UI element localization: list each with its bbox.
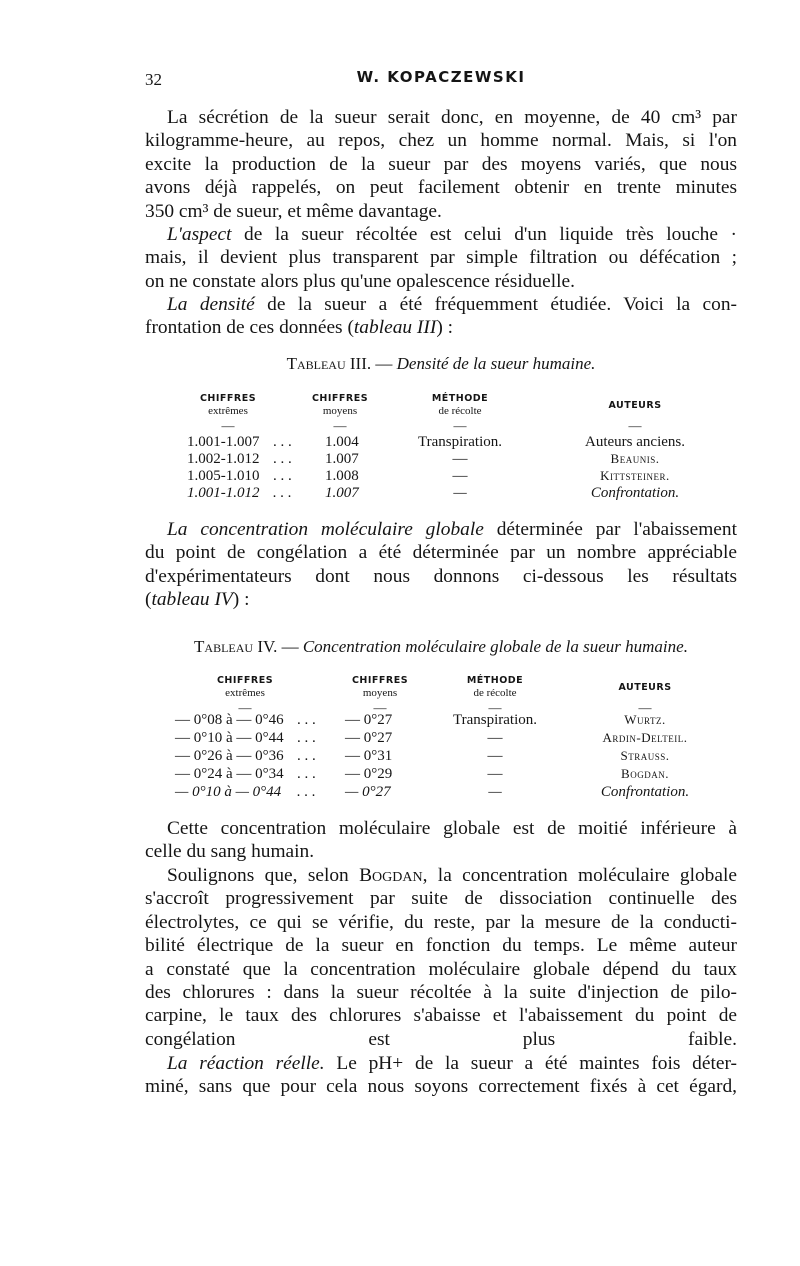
text-line: mais, il devient plus transparent par simple filtration ou défécation ;: [145, 247, 737, 269]
table-row: [145, 485, 737, 502]
text-line: carpine, le taux des chlorures s'abaisse et l'abaissement du point de: [145, 1005, 737, 1027]
header-rule: —: [333, 418, 347, 433]
cell-methode: Transpiration.: [417, 434, 503, 450]
cell-extremes: — 0°10 à — 0°44: [175, 784, 282, 800]
cell-moyens: — 0°27: [345, 712, 393, 728]
cell-methode: —: [487, 766, 503, 782]
table-4-label: Tableau IV.: [194, 637, 278, 656]
text-line: La réaction réelle. Le pH+ de la sueur a été maintes fois déter-: [167, 1053, 737, 1074]
header-rule: —: [238, 700, 252, 715]
emphasis: La réaction réelle.: [167, 1053, 325, 1074]
cell-dots: . . .: [273, 485, 292, 501]
cell-extremes: — 0°26 à — 0°36: [175, 748, 284, 764]
text-line: La sécrétion de la sueur serait donc, en moyenne, de 40 cm³ par: [167, 107, 737, 128]
cell-extremes: 1.001-1.012: [187, 485, 260, 501]
cell-extremes: 1.005-1.010: [187, 468, 260, 484]
header-rule: —: [488, 700, 502, 715]
paragraph-6: [145, 864, 737, 1051]
table-4-title: Concentration moléculaire globale de la sueur humaine.: [302, 637, 688, 656]
cell-auteurs: Wurtz.: [624, 712, 666, 727]
cell-dots: . . .: [273, 468, 292, 484]
header-rule: —: [638, 700, 652, 715]
header-rule: —: [373, 700, 387, 715]
cell-auteurs: Confrontation.: [590, 485, 680, 501]
header-rule: —: [221, 418, 235, 433]
cell-methode: —: [453, 485, 467, 501]
text-line: avons déjà rappelés, on peut facilement obtenir en trente minutes: [145, 177, 737, 199]
cell-dots: . . .: [297, 712, 316, 728]
cell-auteurs: Confrontation.: [600, 784, 690, 800]
cell-dots: . . .: [297, 766, 316, 782]
paragraph-5: [145, 817, 737, 864]
table-3-header-methode: MÉTHODE de récolte: [431, 393, 489, 417]
cell-auteurs: Bogdan.: [621, 766, 669, 781]
text-line: on ne constate alors plus qu'une opalescence résiduelle.: [145, 270, 575, 292]
cell-dots: . . .: [273, 434, 292, 450]
author-name: Bogdan: [359, 865, 423, 886]
table-3-header-moyens: CHIFFRES moyens: [311, 393, 369, 417]
emphasis: La concentration moléculaire globale: [167, 519, 484, 540]
cell-auteurs: Kittsteiner.: [600, 468, 670, 483]
emphasis: tableau III: [353, 317, 437, 339]
cell-methode: —: [452, 468, 468, 484]
paragraph-1: [145, 106, 737, 223]
text-line: du point de congélation a été déterminée par un nombre appréciable: [145, 542, 737, 564]
text-line: Soulignons que, selon Bogdan, la concentration moléculaire globale: [167, 865, 737, 886]
table-4-header-extremes: CHIFFRES extrêmes: [216, 675, 274, 699]
text-line: 350 cm³ de sueur, et même davantage.: [145, 200, 442, 222]
table-row: [145, 434, 737, 451]
cell-dots: . . .: [297, 784, 316, 800]
table-4: [145, 674, 737, 799]
text-line: Cette concentration moléculaire globale est de moitié inférieure à: [167, 818, 737, 839]
cell-methode: —: [487, 748, 503, 764]
cell-extremes: — 0°10 à — 0°44: [175, 730, 284, 746]
table-row: [145, 451, 737, 468]
emphasis: tableau IV: [151, 589, 233, 611]
table-row: [145, 730, 737, 747]
emphasis: La densité: [167, 294, 255, 315]
cell-methode: —: [488, 784, 502, 800]
cell-auteurs: Strauss.: [620, 748, 670, 763]
cell-moyens: 1.008: [325, 468, 359, 484]
text-line: des chlorures : dans la sueur récoltée à la suite d'injection de pilo-: [145, 982, 737, 1004]
text-line: d'expérimentateurs dont nous donnons ci-dessous les résultats: [145, 565, 737, 587]
header-rule: —: [628, 418, 642, 433]
paragraph-7: [145, 1052, 737, 1099]
text-line: électrolytes, ce qui se vérifie, du reste, par la mesure de la conducti-: [145, 911, 737, 933]
table-row: [145, 784, 737, 801]
page-header: [145, 68, 737, 96]
cell-moyens: 1.007: [325, 485, 359, 501]
paragraph-4: [145, 518, 737, 612]
table-4-header-methode: MÉTHODE de récolte: [466, 675, 524, 699]
text-line: La densité de la sueur a été fréquemment étudiée. Voici la con-: [167, 294, 737, 315]
cell-dots: . . .: [297, 748, 316, 764]
cell-moyens: — 0°29: [345, 766, 393, 782]
text-line: celle du sang humain.: [145, 841, 315, 863]
table-4-header-auteurs: AUTEURS: [618, 682, 672, 693]
table-4-caption: Tableau IV. — Concentration moléculaire globale de la sueur humaine.: [194, 637, 688, 656]
cell-moyens: — 0°31: [345, 748, 393, 764]
table-3-label: Tableau III.: [286, 354, 372, 373]
paragraph-2: [145, 223, 737, 293]
table-row: [145, 712, 737, 729]
cell-auteurs: Ardin-Delteil.: [602, 730, 688, 745]
cell-moyens: 1.004: [325, 434, 359, 450]
cell-extremes: 1.002-1.012: [187, 451, 260, 467]
cell-auteurs: Auteurs anciens.: [585, 434, 685, 450]
cell-moyens: 1.007: [325, 451, 359, 467]
table-4-header-moyens: CHIFFRES moyens: [351, 675, 409, 699]
cell-extremes: — 0°24 à — 0°34: [175, 766, 284, 782]
table-row: [145, 468, 737, 485]
table-row: [145, 766, 737, 783]
table-3-header-auteurs: AUTEURS: [608, 400, 662, 411]
text-line: s'accroît progressivement par suite de dissociation continuelle des: [145, 888, 737, 910]
table-row: [145, 748, 737, 765]
table-3: [145, 392, 737, 502]
cell-extremes: 1.001-1.007: [187, 434, 260, 450]
text-line: L'aspect de la sueur récoltée est celui d'un liquide très louche ·: [167, 224, 737, 245]
text-line: La concentration moléculaire globale déterminée par l'abaissement: [167, 519, 737, 540]
table-3-title: Densité de la sueur humaine.: [396, 354, 596, 373]
cell-dots: . . .: [273, 451, 292, 467]
text-line: miné, sans que pour cela nous soyons correctement fixés à cet égard,: [145, 1076, 737, 1098]
text-line: bilité électrique de la sueur en fonction du temps. Le même auteur: [145, 935, 737, 957]
text-line: excite la production de la sueur par des moyens variés, que nous: [145, 153, 737, 175]
paragraph-3: [145, 293, 737, 340]
cell-moyens: — 0°27: [345, 784, 391, 800]
cell-methode: Transpiration.: [452, 712, 538, 728]
running-head: W. KOPACZEWSKI: [356, 68, 526, 86]
text-line: kilogramme-heure, au repos, chez un homme normal. Mais, si l'on: [145, 130, 737, 152]
text-line: a constaté que la concentration moléculaire globale dépend du taux: [145, 958, 737, 980]
page-number: 32: [145, 70, 162, 89]
text-line: congélation est plus faible.: [145, 1028, 737, 1050]
cell-extremes: — 0°08 à — 0°46: [175, 712, 284, 728]
emphasis: L'aspect: [167, 224, 232, 245]
header-rule: —: [453, 418, 467, 433]
text-line: frontation de ces données (tableau III) :: [145, 317, 454, 339]
cell-moyens: — 0°27: [345, 730, 393, 746]
cell-methode: —: [452, 451, 468, 467]
table-3-caption: Tableau III. — Densité de la sueur humaine.: [286, 354, 596, 373]
cell-dots: . . .: [297, 730, 316, 746]
text-line: (tableau IV) :: [145, 589, 250, 611]
cell-methode: —: [487, 730, 503, 746]
table-3-header-extremes: CHIFFRES extrêmes: [199, 393, 257, 417]
cell-auteurs: Beaunis.: [610, 451, 660, 466]
